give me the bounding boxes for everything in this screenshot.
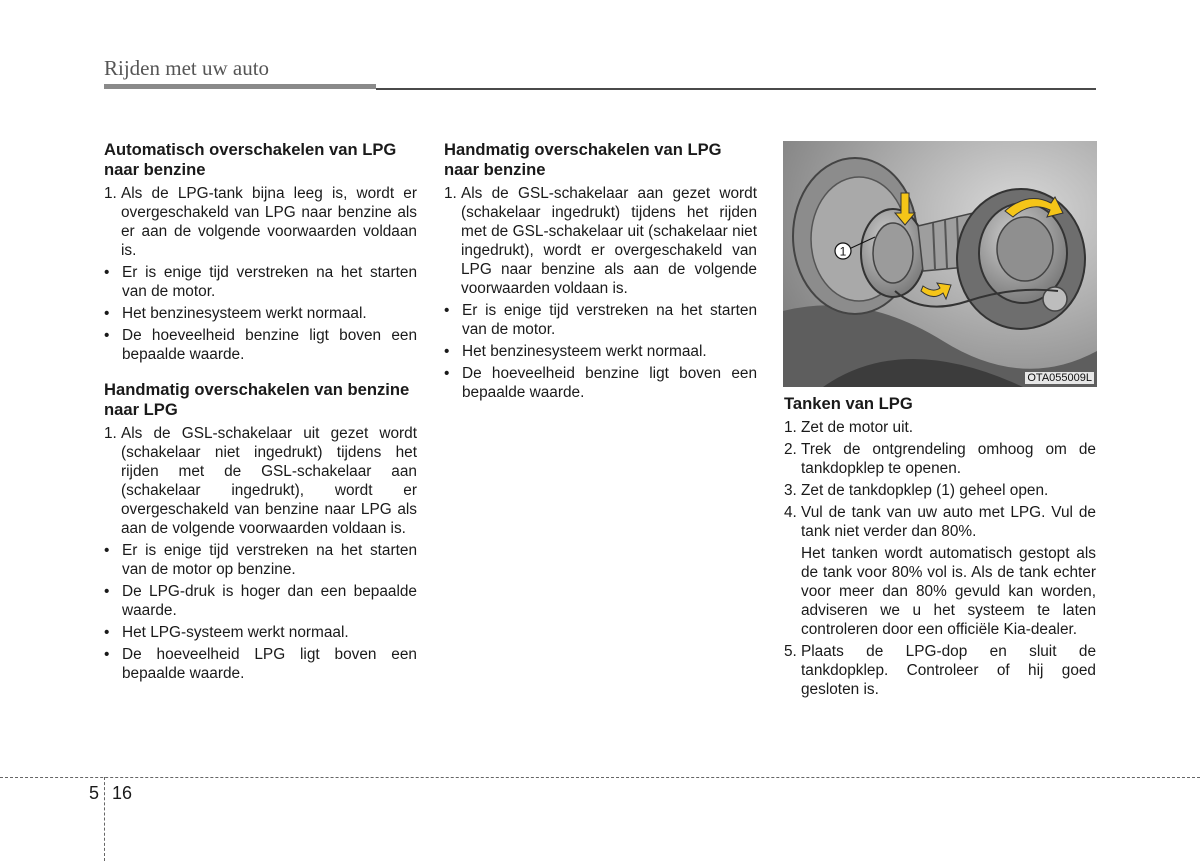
section-manual-lpg-to-petrol [444, 140, 757, 402]
page-number: 16 [112, 783, 133, 803]
list-item [104, 184, 417, 260]
numbered-list [444, 184, 757, 298]
bullet-marker: • [104, 542, 110, 559]
list-marker: 2. [784, 441, 797, 458]
list-item-text: Zet de tankdopklep (1) geheel open. [801, 482, 1049, 499]
step-note: Het tanken wordt automatisch gestopt als de tank voor 80% vol is. Als de tank echter voor meer dan 80% gevuld kan worden, adviseren we u het systeem te laten controleren door een officiële Kia-dealer. [801, 545, 1096, 638]
list-item-text: Als de LPG-tank bijna leeg is, wordt er overgeschakeld van LPG naar benzine als er aan de volgende voorwaarden voldaan is. [121, 185, 417, 259]
list-item-text: Er is enige tijd verstreken na het starten van de motor. [122, 264, 417, 300]
section-auto-lpg-to-petrol [104, 140, 417, 364]
list-item [104, 304, 417, 323]
fuel-flap-illustration [783, 141, 1097, 387]
column-middle [444, 140, 757, 405]
list-item-text: Als de GSL-schakelaar uit gezet wordt (schakelaar niet ingedrukt) tijdens het rijden met de GSL-schakelaar aan (schakelaar ingedrukt), wordt er overgeschakeld van benzine naar LPG als aan de volgende voorwaarden voldaan is. [121, 425, 417, 537]
list-marker: 1. [104, 185, 117, 202]
bullet-list [104, 541, 417, 683]
figure-code: OTA055009L [1027, 372, 1092, 384]
bullet-marker: • [104, 646, 110, 663]
numbered-list [104, 184, 417, 260]
list-marker: 4. [784, 504, 797, 521]
list-item [104, 541, 417, 579]
section-heading: Handmatig overschakelen van benzine naar LPG [104, 380, 410, 419]
bullet-marker: • [104, 624, 110, 641]
list-item [444, 184, 757, 298]
list-item [444, 301, 757, 339]
page-header-title: Rijden met uw auto [104, 56, 270, 80]
bullet-marker: • [104, 327, 110, 344]
column-left [104, 140, 417, 686]
section-manual-petrol-to-lpg [104, 380, 417, 683]
list-item-text: De LPG-druk is hoger dan een bepaalde waarde. [122, 583, 417, 619]
list-item [104, 623, 417, 642]
list-marker: 1. [104, 425, 117, 442]
bullet-marker: • [104, 305, 110, 322]
chapter-number: 5 [89, 783, 100, 803]
list-item [784, 503, 1096, 639]
list-marker: 5. [784, 643, 797, 660]
list-item-text: Plaats de LPG-dop en sluit de tankdopklep. Controleer of hij goed gesloten is. [801, 643, 1096, 698]
bullet-list [104, 263, 417, 364]
refuel-steps [784, 418, 1096, 699]
list-item-text: Vul de tank van uw auto met LPG. Vul de tank niet verder dan 80%. [801, 504, 1096, 540]
list-item-text: Er is enige tijd verstreken na het starten van de motor. [462, 302, 757, 338]
fuel-flap-drawing [783, 141, 1097, 387]
list-item [104, 424, 417, 538]
section-heading: Automatisch overschakelen van LPG naar benzine [104, 140, 397, 179]
bullet-list [444, 301, 757, 402]
list-item-text: Als de GSL-schakelaar aan gezet wordt (schakelaar ingedrukt) tijdens het rijden met de GSL-schakelaar uit (schakelaar niet ingedrukt), wordt er overgeschakeld van LPG naar benzine als aan de volgende voorwaarden voldaan is. [461, 185, 757, 297]
list-item [104, 326, 417, 364]
bullet-marker: • [104, 264, 110, 281]
list-item-text: Zet de motor uit. [801, 419, 914, 436]
section-heading: Handmatig overschakelen van LPG naar benzine [444, 140, 722, 179]
bullet-marker: • [444, 343, 450, 360]
list-item [784, 642, 1096, 699]
bullet-marker: • [444, 302, 450, 319]
list-marker: 1. [784, 419, 797, 436]
list-item-text: De hoeveelheid benzine ligt boven een bepaalde waarde. [462, 365, 757, 401]
bullet-marker: • [444, 365, 450, 382]
list-item-text: Het LPG-systeem werkt normaal. [122, 624, 349, 641]
list-item [104, 645, 417, 683]
column-right [784, 394, 1096, 702]
list-item [784, 481, 1096, 500]
callout-number: 1 [839, 244, 847, 259]
footer-divider [104, 777, 105, 861]
header-rule-accent [104, 84, 376, 89]
list-marker: 1. [444, 185, 457, 202]
list-item [784, 440, 1096, 478]
list-item [444, 364, 757, 402]
list-item [784, 418, 1096, 437]
list-item-text: Het benzinesysteem werkt normaal. [122, 305, 367, 322]
header-rule [376, 88, 1096, 90]
footer-rule [0, 777, 1200, 778]
section-heading: Tanken van LPG [784, 394, 913, 413]
list-item-text: De hoeveelheid LPG ligt boven een bepaalde waarde. [122, 646, 417, 682]
list-item [104, 582, 417, 620]
list-item-text: Er is enige tijd verstreken na het starten van de motor op benzine. [122, 542, 417, 578]
list-item [444, 342, 757, 361]
list-marker: 3. [784, 482, 797, 499]
list-item-text: De hoeveelheid benzine ligt boven een bepaalde waarde. [122, 327, 417, 363]
bullet-marker: • [104, 583, 110, 600]
list-item-text: Trek de ontgrendeling omhoog om de tankdopklep te openen. [801, 441, 1096, 477]
list-item [104, 263, 417, 301]
numbered-list [104, 424, 417, 538]
list-item-text: Het benzinesysteem werkt normaal. [462, 343, 707, 360]
